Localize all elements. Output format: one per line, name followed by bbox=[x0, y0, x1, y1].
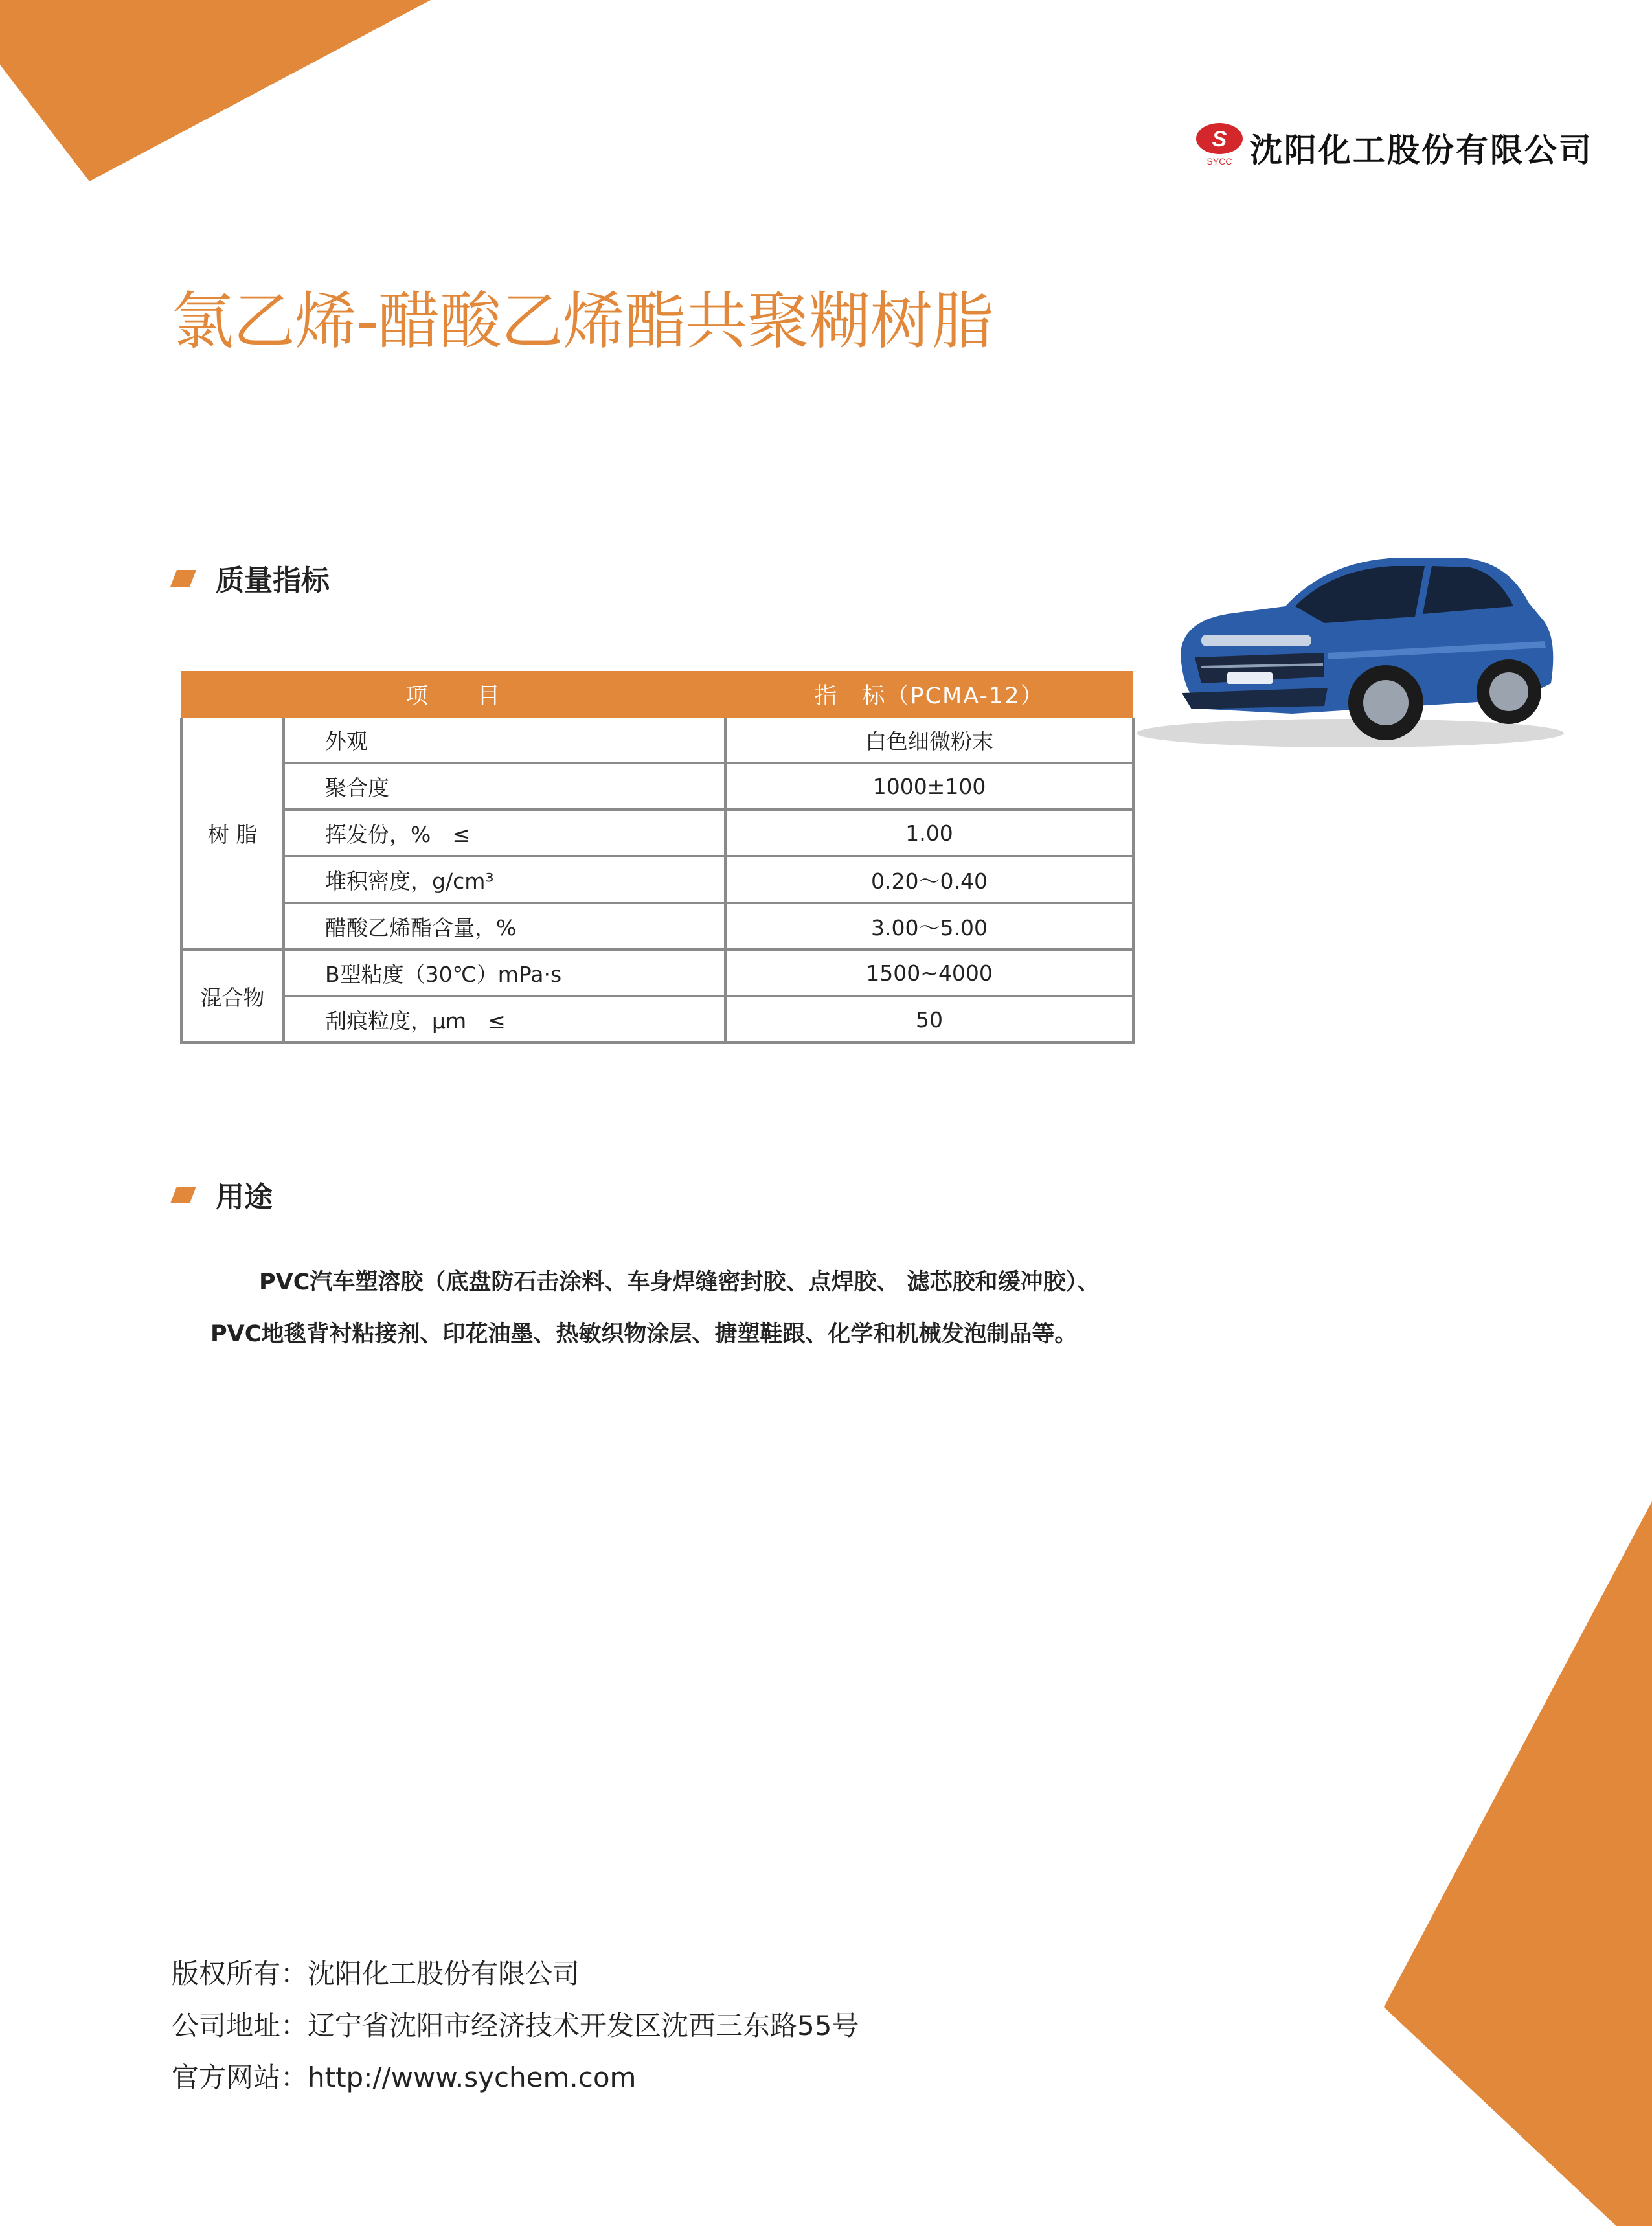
group-label: 混合物 bbox=[181, 949, 284, 1043]
table-row bbox=[181, 810, 1133, 856]
row-value: 白色细微粉末 bbox=[725, 718, 1133, 763]
header-item: 项 目 bbox=[181, 671, 725, 718]
usage-line-1: PVC汽车塑溶胶（底盘防石击涂料、车身焊缝密封胶、点焊胶、 滤芯胶和缓冲胶）、 bbox=[259, 1269, 1100, 1295]
footer-website: 官方网站：http://www.sychem.com bbox=[172, 2061, 637, 2093]
row-item: 外观 bbox=[284, 718, 725, 763]
table-row bbox=[181, 856, 1133, 903]
section-marker-icon bbox=[170, 570, 196, 587]
header-spec: 指 标（PCMA-12） bbox=[725, 671, 1133, 718]
table-row bbox=[181, 996, 1133, 1043]
logo-caption: SYCC bbox=[1206, 156, 1232, 166]
page-title: 氯乙烯-醋酸乙烯酯共聚糊树脂 bbox=[172, 285, 993, 358]
usage-section-title: 用途 bbox=[216, 1181, 273, 1214]
company-name: 沈阳化工股份有限公司 bbox=[1250, 131, 1593, 169]
quality-section-title: 质量指标 bbox=[216, 564, 330, 597]
group-label: 树 脂 bbox=[181, 718, 284, 949]
row-value: 50 bbox=[725, 996, 1133, 1043]
section-marker-icon bbox=[170, 1187, 196, 1203]
row-value: 1.00 bbox=[725, 810, 1133, 856]
usage-line-2: PVC地毯背衬粘接剂、印花油墨、热敏织物涂层、搪塑鞋跟、化学和机械发泡制品等。 bbox=[210, 1321, 1078, 1347]
footer-info bbox=[172, 1948, 859, 2104]
row-item: 挥发份，% ≤ bbox=[284, 810, 725, 856]
row-value: 3.00～5.00 bbox=[725, 903, 1133, 949]
row-item: 堆积密度，g/cm³ bbox=[284, 856, 725, 903]
row-item: 刮痕粒度，μm ≤ bbox=[284, 996, 725, 1043]
row-item: 聚合度 bbox=[284, 763, 725, 810]
row-value: 1000±100 bbox=[725, 763, 1133, 810]
sycc-logo-icon bbox=[1194, 119, 1245, 168]
row-value: 0.20～0.40 bbox=[725, 856, 1133, 903]
table-row bbox=[181, 903, 1133, 949]
row-item: 醋酸乙烯酯含量，% bbox=[284, 903, 725, 949]
row-item: B型粘度（30℃）mPa·s bbox=[284, 949, 725, 996]
footer-copyright: 版权所有：沈阳化工股份有限公司 bbox=[172, 1958, 580, 1990]
company-logo bbox=[1194, 115, 1596, 175]
spec-table bbox=[180, 671, 1135, 1044]
top-left-triangle bbox=[0, 0, 431, 181]
table-row bbox=[181, 763, 1133, 810]
row-value: 1500~4000 bbox=[725, 949, 1133, 996]
usage-text bbox=[172, 1256, 1143, 1360]
car-image bbox=[1130, 544, 1570, 751]
table-row bbox=[181, 949, 1133, 996]
bottom-right-triangle bbox=[1384, 1501, 1652, 2226]
svg-text:S: S bbox=[1212, 127, 1227, 152]
footer-address: 公司地址：辽宁省沈阳市经济技术开发区沈西三东路55号 bbox=[172, 2010, 859, 2041]
table-header-row bbox=[181, 671, 1133, 718]
table-row bbox=[181, 718, 1133, 763]
